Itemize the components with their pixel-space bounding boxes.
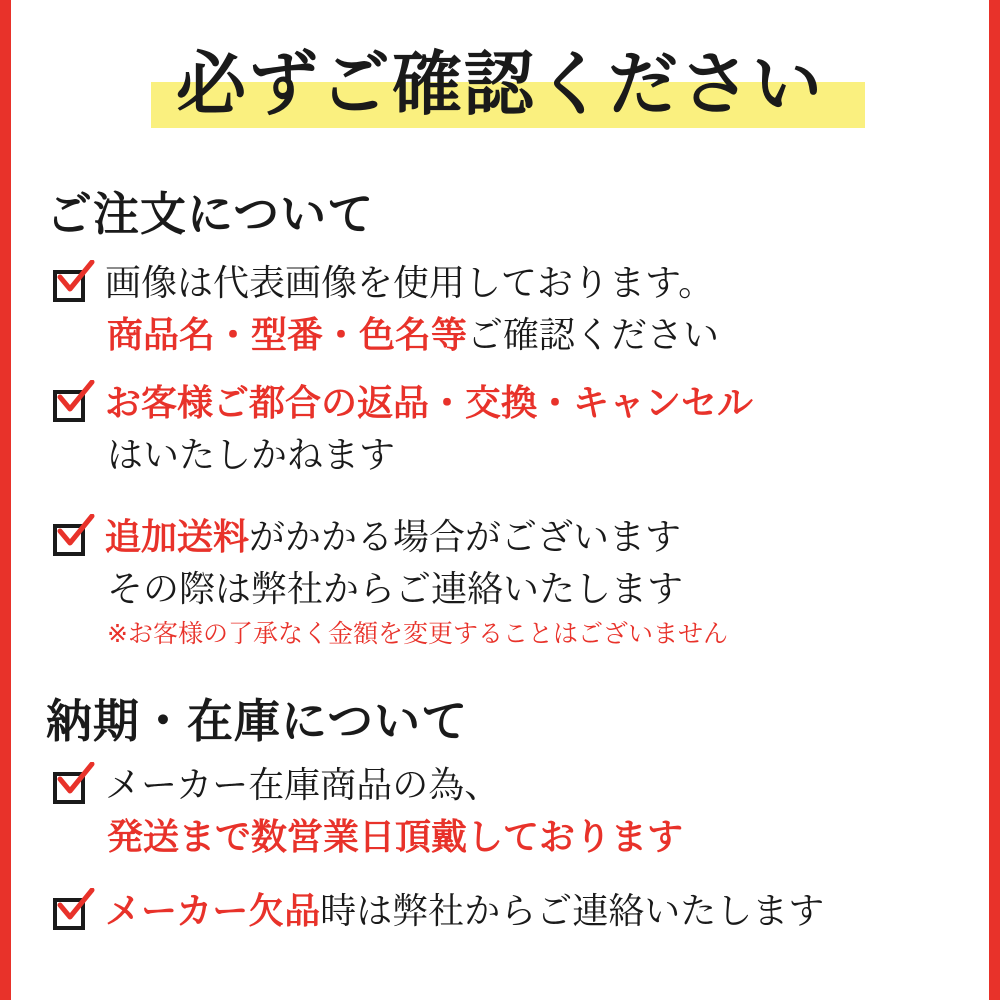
page-title: 必ずご確認ください bbox=[176, 43, 824, 125]
list-item-text: メーカー在庫商品の為、 bbox=[105, 765, 501, 806]
list-item-line bbox=[51, 378, 969, 430]
list-item-text-emphasis: 商品名・型番・色名等 bbox=[107, 315, 468, 356]
list-item-text: がかかる場合がございます bbox=[249, 517, 682, 558]
list-item-text-emphasis: 発送まで数営業日頂戴しております bbox=[107, 817, 684, 858]
list-item bbox=[51, 258, 969, 362]
list-item bbox=[51, 378, 969, 482]
list-item-line bbox=[51, 430, 969, 482]
checkmark-icon bbox=[51, 894, 91, 934]
list-item-text: その際は弊社からご連絡いたします bbox=[107, 569, 684, 610]
notice-content bbox=[11, 0, 989, 1000]
list-item-text: 画像は代表画像を使用しております。 bbox=[105, 263, 715, 304]
page-title-area bbox=[11, 34, 989, 144]
list-item-line bbox=[51, 310, 969, 362]
list-item-line bbox=[51, 886, 969, 938]
list-item-text: はいたしかねます bbox=[107, 435, 396, 476]
list-item-text-emphasis: メーカー欠品 bbox=[105, 891, 321, 932]
section-heading-stock: 納期・在庫について bbox=[46, 694, 469, 748]
list-item-line bbox=[51, 258, 969, 310]
right-red-border bbox=[989, 0, 1000, 1000]
left-red-border bbox=[0, 0, 11, 1000]
checkmark-icon bbox=[51, 386, 91, 426]
section-heading-order: ご注文について bbox=[46, 187, 375, 241]
list-item-line bbox=[51, 812, 969, 864]
list-item bbox=[51, 886, 969, 938]
list-item bbox=[51, 512, 969, 652]
list-item-line bbox=[51, 564, 969, 616]
list-item-text-emphasis: 追加送料 bbox=[105, 517, 250, 558]
list-item-note: ※お客様の了承なく金額を変更することはございません bbox=[107, 619, 728, 648]
list-item-line bbox=[51, 760, 969, 812]
list-item-text-emphasis: お客様ご都合の返品・交換・キャンセル bbox=[105, 383, 754, 424]
checkmark-icon bbox=[51, 266, 91, 306]
checkmark-icon bbox=[51, 520, 91, 560]
list-item-line-inline bbox=[105, 512, 681, 564]
list-item bbox=[51, 760, 969, 864]
list-item-text: 時は弊社からご連絡いたします bbox=[320, 891, 825, 932]
list-item-line-inline bbox=[105, 886, 824, 938]
list-item-text: ご確認ください bbox=[467, 315, 720, 356]
list-item-line bbox=[51, 512, 969, 564]
checkmark-icon bbox=[51, 768, 91, 808]
